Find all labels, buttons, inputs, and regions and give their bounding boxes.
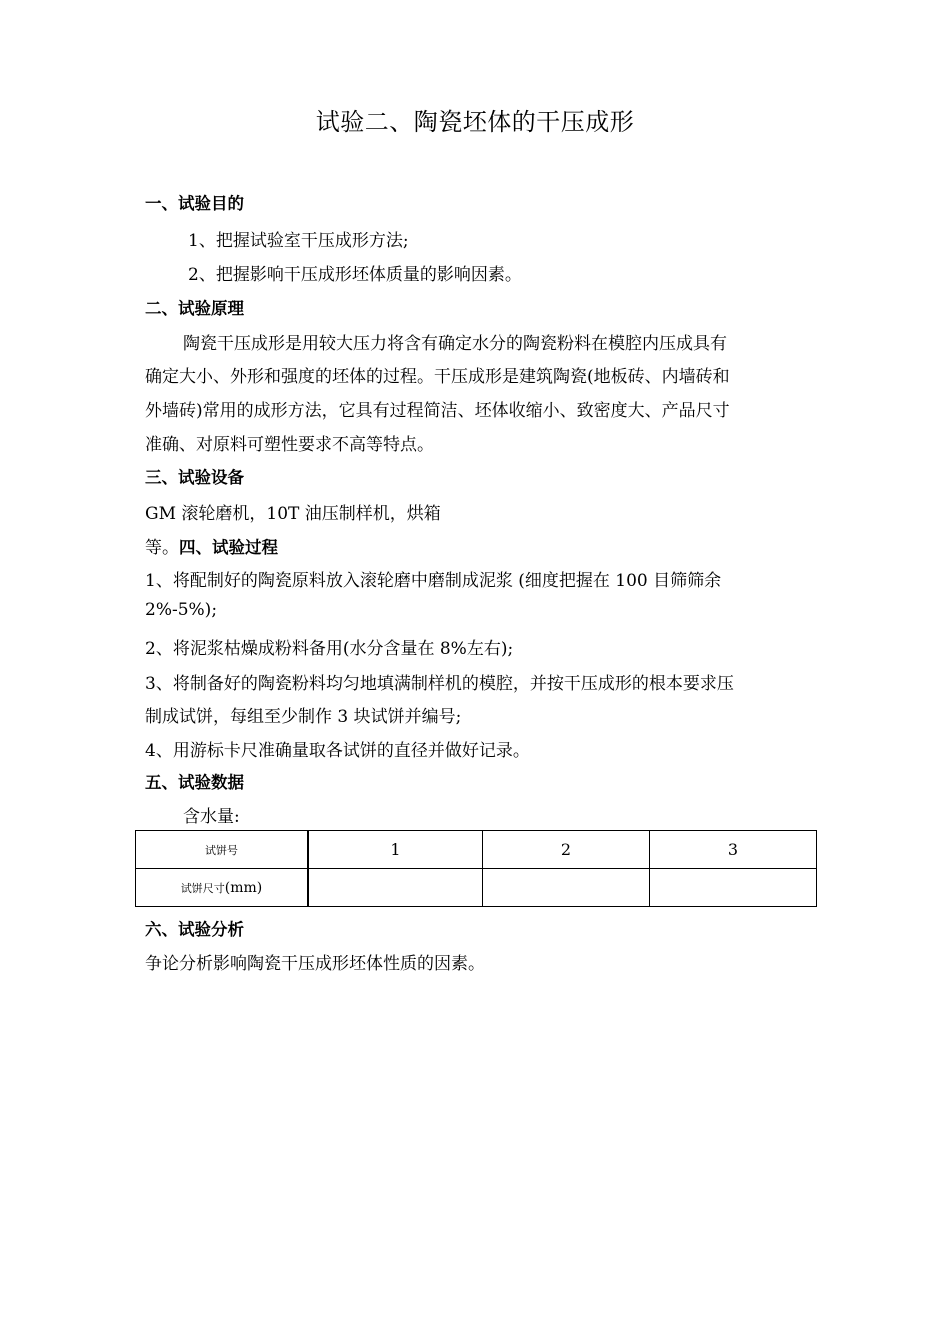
process-line-3: 2、将泥浆枯燥成粉料备用(水分含量在 8%左右); [145,639,514,659]
principle-line-1: 陶瓷干压成形是用较大压力将含有确定水分的陶瓷粉料在模腔内压成具有 [183,334,727,354]
process-line-6: 4、用游标卡尺准确量取各试饼的直径并做好记录。 [145,741,530,761]
equipment-line-end [145,533,278,558]
table-row-label [136,869,309,907]
section-heading-principle: 二、试验原理 [145,299,244,318]
principle-line-4: 准确、对原料可塑性要求不高等特点。 [145,435,434,455]
table-row-label: 试饼号 [136,831,309,869]
process-line-4: 3、将制备好的陶瓷粉料均匀地填满制样机的模腔，并按干压成形的根本要求压 [145,674,734,694]
table-row [136,869,817,907]
size-label: 试饼尺寸 [180,881,225,895]
section-heading-data: 五、试验数据 [145,773,244,792]
principle-line-2: 确定大小、外形和强度的坯体的过程。干压成形是建筑陶瓷(地板砖、内墙砖和 [145,367,730,387]
section-heading-process: 四、试验过程 [179,538,278,557]
table-cell[interactable] [649,869,816,907]
table-column-header: 3 [649,831,816,869]
equipment-suffix: 等。 [145,538,179,558]
table-column-header: 1 [308,831,482,869]
section-heading-analysis: 六、试验分析 [145,920,244,939]
table-cell[interactable] [308,869,482,907]
section-heading-objective: 一、试验目的 [145,194,244,213]
size-unit: (mm) [224,879,263,896]
process-line-1: 1、将配制好的陶瓷原料放入滚轮磨中磨制成泥浆 (细度把握在 100 目筛筛余 [145,571,722,591]
table-row [136,831,817,869]
data-table [135,830,817,907]
document-title: 试验二、陶瓷坯体的干压成形 [315,108,635,136]
analysis-text: 争论分析影响陶瓷干压成形坯体性质的因素。 [145,954,485,974]
moisture-label: 含水量: [183,807,240,827]
objective-item-1: 1、把握试验室干压成形方法; [188,231,409,251]
process-line-5: 制成试饼，每组至少制作 3 块试饼并编号; [145,707,462,727]
objective-item-2: 2、把握影响干压成形坯体质量的影响因素。 [188,265,522,285]
equipment-line: GM 滚轮磨机，10T 油压制样机，烘箱 [145,504,441,524]
process-line-2: 2%-5%); [145,600,218,620]
principle-line-3: 外墙砖)常用的成形方法，它具有过程简洁、坯体收缩小、致密度大、产品尺寸 [145,401,730,421]
table-column-header: 2 [482,831,649,869]
table-cell[interactable] [482,869,649,907]
section-heading-equipment: 三、试验设备 [145,468,244,487]
